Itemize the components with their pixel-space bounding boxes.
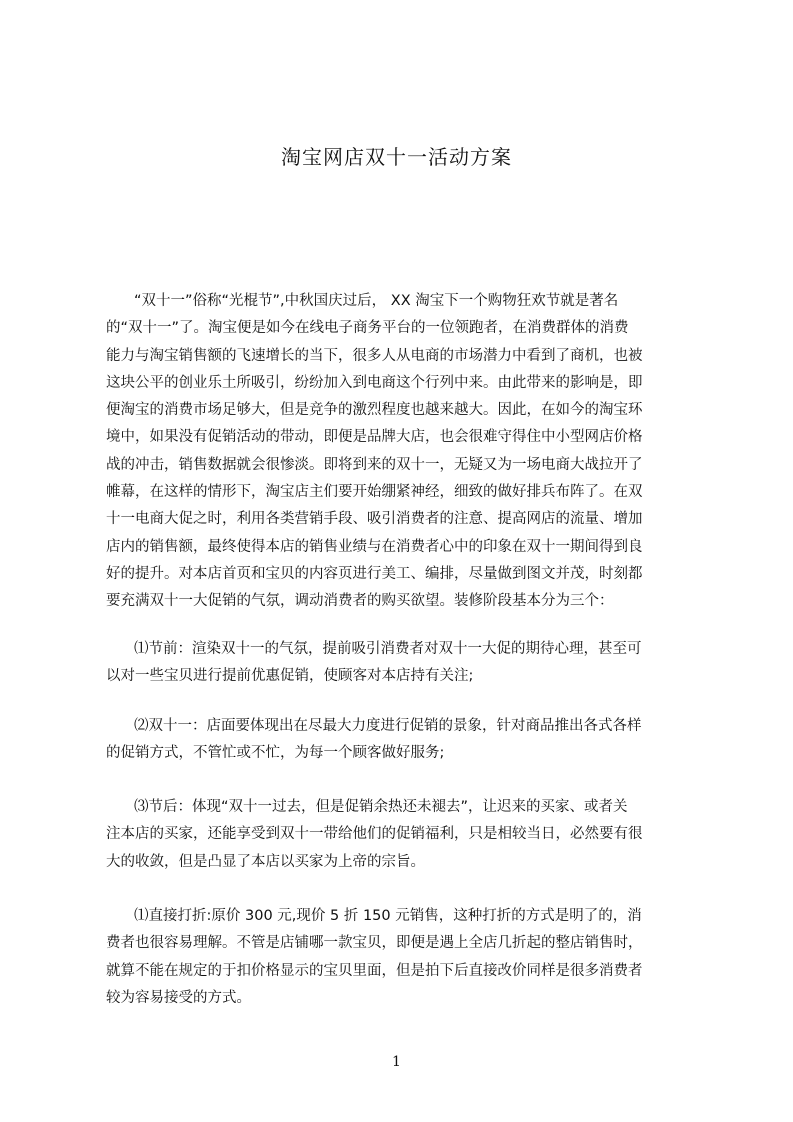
paragraph-line: 注本店的买家，还能享受到双十一带给他们的促销福利，只是相较当日，必然要有很 [106,826,643,843]
paragraph-line: 便淘宝的消费市场足够大，但是竞争的激烈程度也越来越大。因此，在如今的淘宝环 [106,402,643,419]
paragraph-line: 以对一些宝贝进行提前优惠促销，使顾客对本店持有关注; [106,668,474,685]
paragraph-line: 的促销方式，不管忙或不忙，为每一个顾客做好服务; [106,745,445,762]
paragraph-line: ⑴直接打折:原价 300 元,现价 5 折 150 元销售，这种打折的方式是明了的，消 [134,908,642,924]
paragraph-line: 好的提升。对本店首页和宝贝的内容页进行美工、编排，尽量做到图文并茂，时刻都 [106,565,643,582]
paragraph-line: 较为容易接受的方式。 [106,989,251,1006]
paragraph-line: 战的冲击，销售数据就会很惨淡。即将到来的双十一，无疑又为一场电商大战拉开了 [106,456,643,473]
paragraph-line: ⑶节后：体现“双十一过去，但是促销余热还未褪去”，让迟来的买家、或者关 [134,799,628,815]
paragraph-line: 境中，如果没有促销活动的带动，即便是品牌大店，也会很难守得住中小型网店价格 [106,429,643,446]
stage-festival-day-paragraph [106,713,716,768]
page-number: 1 [392,1054,401,1070]
paragraph-line: ⑵双十一：店面要体现出在尽最大力度进行促销的景象，针对商品推出各式各样 [134,718,642,734]
paragraph-line: 要充满双十一大促销的气氛，调动消费者的购买欲望。装修阶段基本分为三个： [106,593,614,610]
paragraph-line: 帷幕，在这样的情形下，淘宝店主们要开始绷紧神经，细致的做好排兵布阵了。在双 [106,484,643,501]
paragraph-line: 费者也很容易理解。不管是店铺哪一款宝贝，即便是遇上全店几折起的整店销售时， [106,935,643,952]
paragraph-line: 店内的销售额，最终使得本店的销售业绩与在消费者心中的印象在双十一期间得到良 [106,538,643,555]
paragraph-line: 就算不能在规定的于扣价格显示的宝贝里面，但是拍下后直接改价同样是很多消费者 [106,962,643,979]
document-title: 淘宝网店双十一活动方案 [281,145,512,169]
paragraph-line: 的“双十一”了。淘宝便是如今在线电子商务平台的一位领跑者，在消费群体的消费 [106,320,629,337]
intro-paragraph [106,288,716,616]
paragraph-line: “双十一”俗称“光棍节”,中秋国庆过后， XX 淘宝下一个购物狂欢节就是著名 [134,293,619,309]
direct-discount-paragraph [106,903,716,1012]
stage-before-festival-paragraph [106,636,716,691]
stage-after-festival-paragraph [106,794,716,876]
paragraph-line: 能力与淘宝销售额的飞速增长的当下，很多人从电商的市场潜力中看到了商机，也被 [106,347,643,364]
paragraph-line: 大的收敛，但是凸显了本店以买家为上帝的宗旨。 [106,853,425,870]
paragraph-line: ⑴节前：渲染双十一的气氛，提前吸引消费者对双十一大促的期待心理，甚至可 [134,641,642,657]
paragraph-line: 十一电商大促之时，利用各类营销手段、吸引消费者的注意、提高网店的流量、增加 [106,511,643,528]
paragraph-line: 这块公平的创业乐土所吸引，纷纷加入到电商这个行列中来。由此带来的影响是，即 [106,374,643,391]
